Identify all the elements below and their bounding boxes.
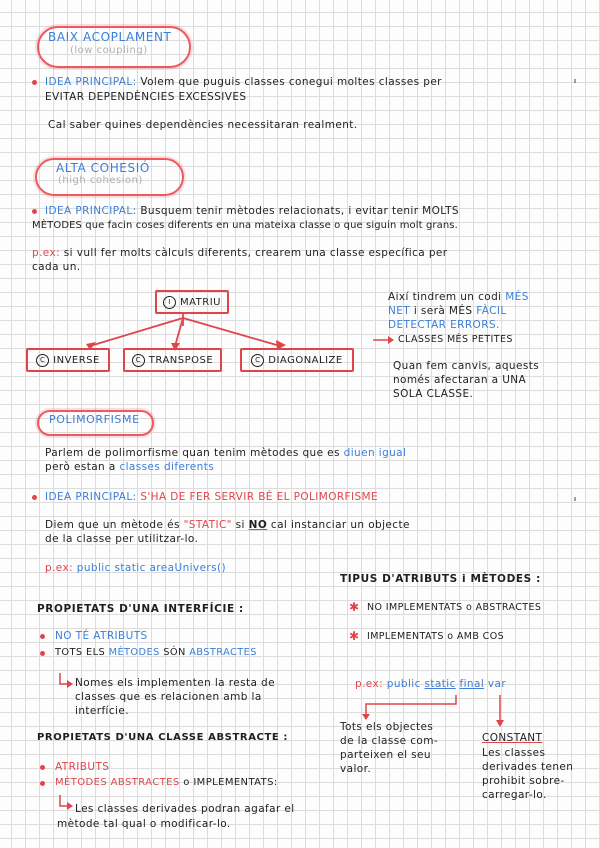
side-note-line4: Quan fem canvis, aquests xyxy=(393,360,540,372)
diagram-node-transpose xyxy=(123,348,222,372)
side-note-highlight: FÀCIL xyxy=(476,305,507,317)
tipus-right2: derivades tenen xyxy=(482,761,574,773)
b2-text: TOTS ELS xyxy=(55,647,106,658)
tipus-left2: de la classe com- xyxy=(340,735,439,747)
interficie-b2 xyxy=(55,646,257,660)
idea-text: S'HA DE FER SERVIR BÉ EL POLIMORFISME xyxy=(140,491,379,503)
bullet-dot xyxy=(32,495,37,500)
static-text: cal instanciar un objecte xyxy=(270,519,410,531)
pex-code: public xyxy=(386,678,421,690)
interficie-note3: interfície. xyxy=(75,705,129,717)
idea-text-alta xyxy=(45,204,459,218)
side-note-line6: SOLA CLASSE. xyxy=(393,388,474,400)
side-note-arrow-text: CLASSES MÉS PETITES xyxy=(398,334,513,345)
b2-text: SÓN xyxy=(163,647,186,658)
bullet-dot xyxy=(40,765,45,770)
poli-line1 xyxy=(45,446,406,460)
static-text: si xyxy=(235,519,245,531)
poli-highlight: classes diferents xyxy=(119,461,215,473)
pex-code: var xyxy=(487,678,507,690)
poli-text: però estan a xyxy=(45,461,116,473)
pex-line2-alta: cada un. xyxy=(32,261,81,273)
class-icon: C xyxy=(132,354,145,367)
abstracte-b2 xyxy=(55,776,278,790)
note-baix: Cal saber quines dependències necessitaran realment. xyxy=(48,119,358,131)
side-note-text: Així tindrem un codi xyxy=(388,291,502,303)
tipus-left4: valor. xyxy=(340,763,372,775)
node-label: DIAGONALIZE xyxy=(268,354,343,366)
idea-label: IDEA PRINCIPAL: xyxy=(45,491,137,503)
pex-code: public static areaUnivers() xyxy=(76,562,227,574)
idea-line2-baix: EVITAR DEPENDÈNCIES EXCESSIVES xyxy=(45,91,247,103)
side-note-highlight: NET xyxy=(388,305,411,317)
interface-icon: I xyxy=(163,296,176,309)
abstracte-note1: Les classes derivades podran agafar el xyxy=(75,803,295,815)
tipus-left1: Tots els objectes xyxy=(340,721,434,733)
poli-text: Parlem de polimorfisme quan tenim mètodes que es xyxy=(45,447,340,459)
interficie-note1: Nomes els implementen la resta de xyxy=(75,677,275,689)
class-icon: C xyxy=(251,354,264,367)
interficie-title: PROPIETATS D'UNA INTERFÍCIE : xyxy=(37,603,244,615)
class-icon: C xyxy=(36,354,49,367)
side-note-text: i serà MÉS xyxy=(413,305,473,317)
poli-highlight: diuen igual xyxy=(343,447,407,459)
side-note-line5: només afectaran a UNA xyxy=(393,374,527,386)
asterisk-icon: ✱ xyxy=(349,629,360,643)
idea-line1: Volem que puguis classes conegui moltes classes per xyxy=(140,76,442,88)
diagram-node-inverse xyxy=(26,348,110,372)
interficie-b1: NO TÉ ATRIBUTS xyxy=(55,630,148,642)
interficie-note2: classes que es relacionen amb la xyxy=(75,691,262,703)
tipus-right3: prohibit sobre- xyxy=(482,775,565,787)
pex-label: p.ex: xyxy=(355,678,384,690)
static-line2: de la classe per utilitzar-lo. xyxy=(45,533,199,545)
asterisk-icon: ✱ xyxy=(349,600,360,614)
bullet-dot xyxy=(40,651,45,656)
section-subtitle-baix-acoplament: (low coupling) xyxy=(70,45,148,56)
diagram-node-diagonalize xyxy=(240,348,354,372)
idea-label: IDEA PRINCIPAL: xyxy=(45,205,137,217)
tipus-const-title: CONSTANT xyxy=(482,732,543,744)
tipus-right4: carregar-lo. xyxy=(482,789,547,801)
bullet-dot xyxy=(32,209,37,214)
bullet-dot xyxy=(40,781,45,786)
section-title-baix-acoplament: BAIX ACOPLAMENT xyxy=(48,30,172,44)
pex-label: p.ex: xyxy=(45,562,74,574)
idea-line2-alta: MÈTODES que facin coses diferents en una mateixa classe o que siguin molt grans. xyxy=(32,220,458,231)
poli-idea xyxy=(45,490,378,504)
b2-highlight: MÈTODES xyxy=(108,647,160,658)
b2-text: o IMPLEMENTATS: xyxy=(183,777,278,788)
tipus-left3: parteixen el seu xyxy=(340,749,431,761)
section-title-polimorfisme: POLIMORFISME xyxy=(49,413,140,426)
bullet-dot xyxy=(32,80,37,85)
static-text: Diem que un mètode és xyxy=(45,519,180,531)
abstracte-b1: ATRIBUTS xyxy=(55,761,110,773)
pex-text-alta xyxy=(32,246,448,260)
pex-code: static xyxy=(424,678,456,690)
idea-label: IDEA PRINCIPAL: xyxy=(45,76,137,88)
section-title-alta-cohesio: ALTA COHESIÓ xyxy=(56,161,150,175)
b2-highlight: MÈTODES ABSTRACTES xyxy=(55,777,180,788)
idea-text-baix xyxy=(45,75,442,89)
tipus-pex xyxy=(355,677,506,691)
tipus-title: TIPUS D'ATRIBUTS i MÈTODES : xyxy=(340,573,541,585)
poli-pex xyxy=(45,561,226,575)
abstracte-title: PROPIETATS D'UNA CLASSE ABSTRACTE : xyxy=(37,732,289,743)
pex-label: p.ex: xyxy=(32,247,61,259)
tipus-item2: IMPLEMENTATS o AMB COS xyxy=(367,631,505,642)
static-line1 xyxy=(45,518,410,532)
b2-highlight: ABSTRACTES xyxy=(189,647,257,658)
section-subtitle-alta-cohesio: (high cohesion) xyxy=(58,175,143,186)
pex-code: final xyxy=(459,678,485,690)
static-no: NO xyxy=(248,519,268,531)
node-label: INVERSE xyxy=(53,354,100,366)
side-note-line2 xyxy=(388,304,507,318)
side-note-highlight: MÉS xyxy=(505,291,529,303)
diagram-node-matriu xyxy=(155,290,229,314)
tipus-right1: Les classes xyxy=(482,747,546,759)
pex-line1: si vull fer molts càlculs diferents, crearem una classe específica per xyxy=(63,247,448,259)
abstracte-note2: mètode tal qual o modificar-lo. xyxy=(57,818,231,830)
bullet-dot xyxy=(40,634,45,639)
static-keyword: "STATIC" xyxy=(183,519,232,531)
tipus-item1: NO IMPLEMENTATS o ABSTRACTES xyxy=(367,602,542,613)
side-note-line1 xyxy=(388,290,529,304)
idea-line1: Busquem tenir mètodes relacionats, i evitar tenir MOLTS xyxy=(140,205,459,217)
node-label: MATRIU xyxy=(179,296,222,308)
poli-line2 xyxy=(45,460,214,474)
node-label: TRANSPOSE xyxy=(148,354,214,366)
side-note-line3: DETECTAR ERRORS. xyxy=(388,319,500,331)
